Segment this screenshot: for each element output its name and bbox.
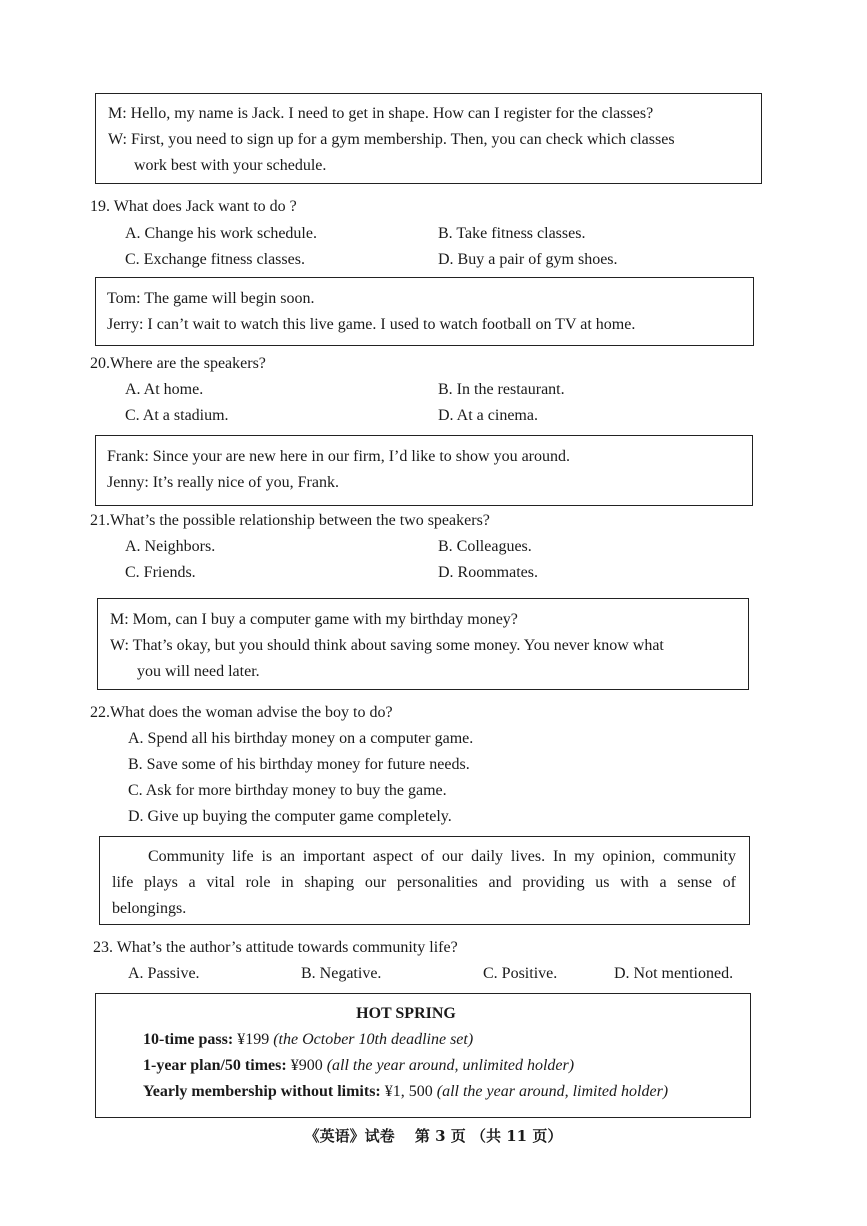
price-row	[143, 1082, 668, 1102]
price-label: 10-time pass:	[143, 1031, 234, 1048]
option-a[interactable]: A. Spend all his birthday money on a computer game.	[128, 730, 474, 747]
option-c[interactable]: C. Positive.	[483, 965, 558, 982]
question-stem: 21.What’s the possible relationship between the two speakers?	[90, 512, 490, 529]
option-d[interactable]: D. Buy a pair of gym shoes.	[438, 251, 618, 268]
question-stem: 19. What does Jack want to do ?	[90, 198, 297, 215]
option-a[interactable]: A. Change his work schedule.	[125, 225, 317, 242]
option-c[interactable]: C. Exchange fitness classes.	[125, 251, 305, 268]
dialogue-line: Tom: The game will begin soon.	[107, 290, 315, 307]
price-note: (all the year around, limited holder)	[436, 1083, 669, 1100]
passage-line: belongings.	[112, 900, 187, 917]
dialogue-line: work best with your schedule.	[134, 157, 327, 174]
price-label: Yearly membership without limits:	[143, 1083, 381, 1100]
price-value: ¥1, 500	[380, 1083, 437, 1100]
option-a[interactable]: A. Neighbors.	[125, 538, 216, 555]
hot-spring-title: HOT SPRING	[356, 1005, 456, 1022]
option-d[interactable]: D. Give up buying the computer game completely.	[128, 808, 452, 825]
dialogue-box-q20	[95, 277, 754, 346]
option-d[interactable]: D. At a cinema.	[438, 407, 538, 424]
dialogue-line: you will need later.	[137, 663, 260, 680]
option-b[interactable]: B. Take fitness classes.	[438, 225, 586, 242]
price-value: ¥900	[286, 1057, 327, 1074]
dialogue-line: M: Mom, can I buy a computer game with my birthday money?	[110, 611, 518, 628]
option-b[interactable]: B. Negative.	[301, 965, 382, 982]
option-d[interactable]: D. Roommates.	[438, 564, 538, 581]
price-value: ¥199	[233, 1031, 274, 1048]
option-c[interactable]: C. At a stadium.	[125, 407, 229, 424]
option-a[interactable]: A. Passive.	[128, 965, 200, 982]
price-row	[143, 1030, 473, 1050]
option-b[interactable]: B. Colleagues.	[438, 538, 532, 555]
option-d[interactable]: D. Not mentioned.	[614, 965, 734, 982]
question-stem: 20.Where are the speakers?	[90, 355, 266, 372]
price-label: 1-year plan/50 times:	[143, 1057, 287, 1074]
passage-line: life plays a vital role in shaping our personalities and providing us with a sense of	[112, 874, 736, 891]
dialogue-box-q21	[95, 435, 753, 506]
dialogue-line: Jenny: It’s really nice of you, Frank.	[107, 474, 339, 491]
price-note: (the October 10th deadline set)	[273, 1031, 474, 1048]
page-footer: 《英语》试卷 第 3 页 （共 11 页）	[304, 1127, 563, 1145]
price-note: (all the year around, unlimited holder)	[326, 1057, 575, 1074]
option-b[interactable]: B. Save some of his birthday money for future needs.	[128, 756, 470, 773]
question-stem: 22.What does the woman advise the boy to do?	[90, 704, 393, 721]
passage-line: Community life is an important aspect of our daily lives. In my opinion, community	[148, 848, 736, 865]
dialogue-line: Jerry: I can’t wait to watch this live game. I used to watch football on TV at home.	[107, 316, 636, 333]
dialogue-line: M: Hello, my name is Jack. I need to get in shape. How can I register for the classes?	[108, 105, 654, 122]
dialogue-line: W: That’s okay, but you should think about saving some money. You never know what	[110, 637, 664, 654]
dialogue-line: W: First, you need to sign up for a gym membership. Then, you can check which classes	[108, 131, 675, 148]
option-b[interactable]: B. In the restaurant.	[438, 381, 565, 398]
option-c[interactable]: C. Ask for more birthday money to buy the game.	[128, 782, 447, 799]
dialogue-line: Frank: Since your are new here in our firm, I’d like to show you around.	[107, 448, 570, 465]
price-row	[143, 1056, 574, 1076]
option-a[interactable]: A. At home.	[125, 381, 204, 398]
option-c[interactable]: C. Friends.	[125, 564, 196, 581]
question-stem: 23. What’s the author’s attitude towards community life?	[93, 939, 458, 956]
